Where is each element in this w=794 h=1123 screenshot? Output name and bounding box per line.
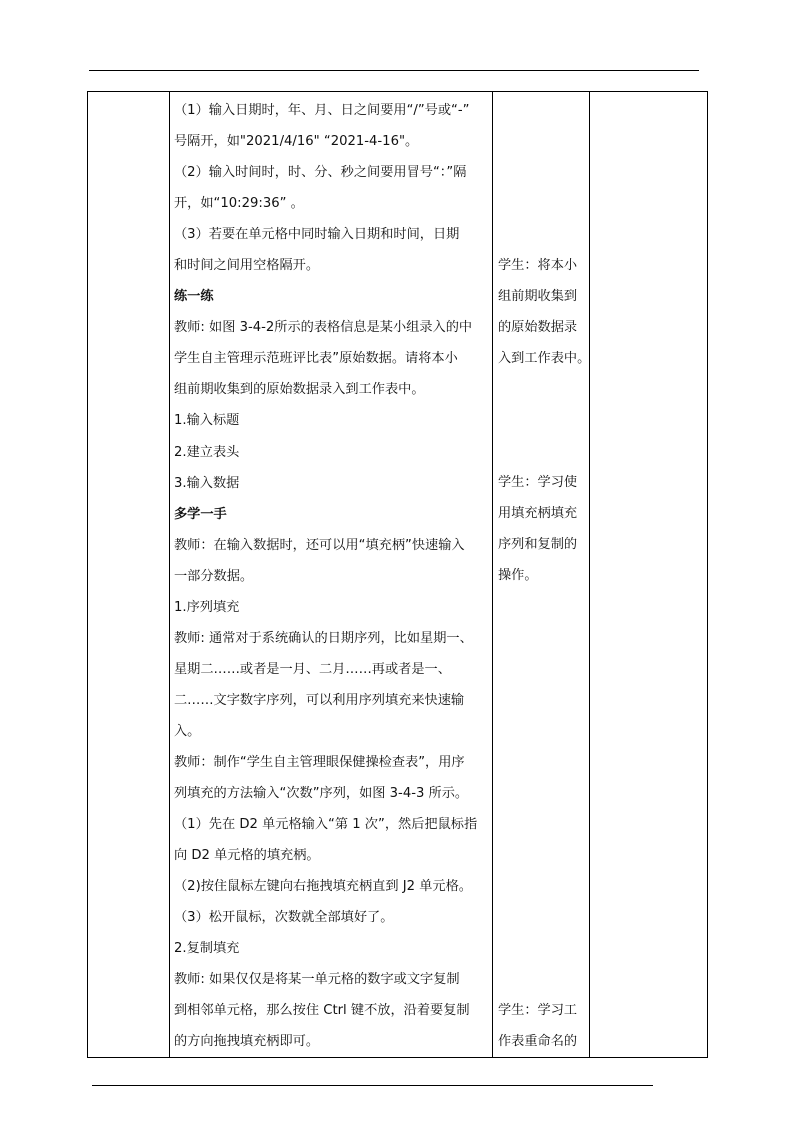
text-line: （2）输入时间时，时、分、秒之间要用冒号“：”隔 [174,165,467,181]
header-rule [89,70,699,71]
text-line: 1.输入标题 [174,413,240,429]
text-line: （3）若要在单元格中同时输入日期和时间，日期 [174,227,460,243]
text-line: 教师: 如图 3-4-2所示的表格信息是某小组录入的中 [174,320,473,336]
student-activity-cell [493,92,590,1058]
text-line: （1）输入日期时，年、月、日之间要用“/”号或“-” [174,103,470,118]
student-text-line: 学生：学习使 [498,475,578,490]
text-line: （2)按住鼠标左键向右拖拽填充柄直到 J2 单元格。 [174,879,472,895]
text-line: 教师: 通常对于系统确认的日期序列，比如星期一、 [174,630,473,646]
text-line: 列填充的方法输入“次数”序列，如图 3-4-3 所示。 [174,786,469,802]
text-line: 教师：在输入数据时，还可以用“填充柄”快速输入 [174,537,465,553]
text-line: 教师: 如果仅仅是将某一单元格的数字或文字复制 [174,972,460,988]
text-line: 号隔开，如"2021/4/16" “2021-4-16"。 [174,134,419,150]
section-heading: 练一练 [174,289,214,305]
student-text-line: 学生：将本小 [498,258,578,273]
student-text-line: 序列和复制的 [498,537,578,552]
text-line: 的方向拖拽填充柄即可。 [174,1034,320,1050]
student-text-line: 的原始数据录 [498,320,578,335]
text-line: （1）先在 D2 单元格输入“第 1 次”，然后把鼠标指 [174,817,478,833]
blank-right-cell [590,92,708,1058]
text-line: 组前期收集到的原始数据录入到工作表中。 [174,382,425,398]
lesson-text-block [174,95,488,1057]
student-text-line: 学生：学习工 [498,1003,578,1018]
text-line: 入。 [174,723,201,739]
text-line: 教师：制作“学生自主管理眼保健操检查表”，用序 [174,754,465,770]
teacher-activity-cell [170,92,493,1058]
table-row [88,92,708,1058]
text-line: 和时间之间用空格隔开。 [174,258,320,274]
lesson-plan-table [87,91,708,1058]
text-line: 学生自主管理示范班评比表”原始数据。请将本小 [174,351,458,367]
text-line: 星期二……或者是一月、二月……再或者是一、 [174,661,451,677]
footer-rule [92,1085,653,1086]
text-line: 1.序列填充 [174,599,240,615]
text-line: 二……文字数字序列，可以利用序列填充来快速输 [174,692,465,708]
text-line: 一部分数据。 [174,568,254,584]
text-line: 开，如“10:29:36” 。 [174,196,304,212]
text-line: 到相邻单元格，那么按住 Ctrl 键不放，沿着要复制 [174,1003,470,1019]
text-line: 2.建立表头 [174,444,240,460]
blank-left-cell [88,92,170,1058]
text-line: 3.输入数据 [174,475,240,491]
text-line: （3）松开鼠标，次数就全部填好了。 [174,910,394,926]
student-text-line: 用填充柄填充 [498,506,578,521]
student-text-line: 操作。 [498,568,538,583]
student-text-line: 作表重命名的 [498,1034,578,1049]
text-line: 2.复制填充 [174,941,240,957]
section-heading: 多学一手 [174,506,227,522]
student-text-line: 入到工作表中。 [498,351,591,366]
student-text-line: 组前期收集到 [498,289,578,304]
text-line: 向 D2 单元格的填充柄。 [174,848,320,864]
